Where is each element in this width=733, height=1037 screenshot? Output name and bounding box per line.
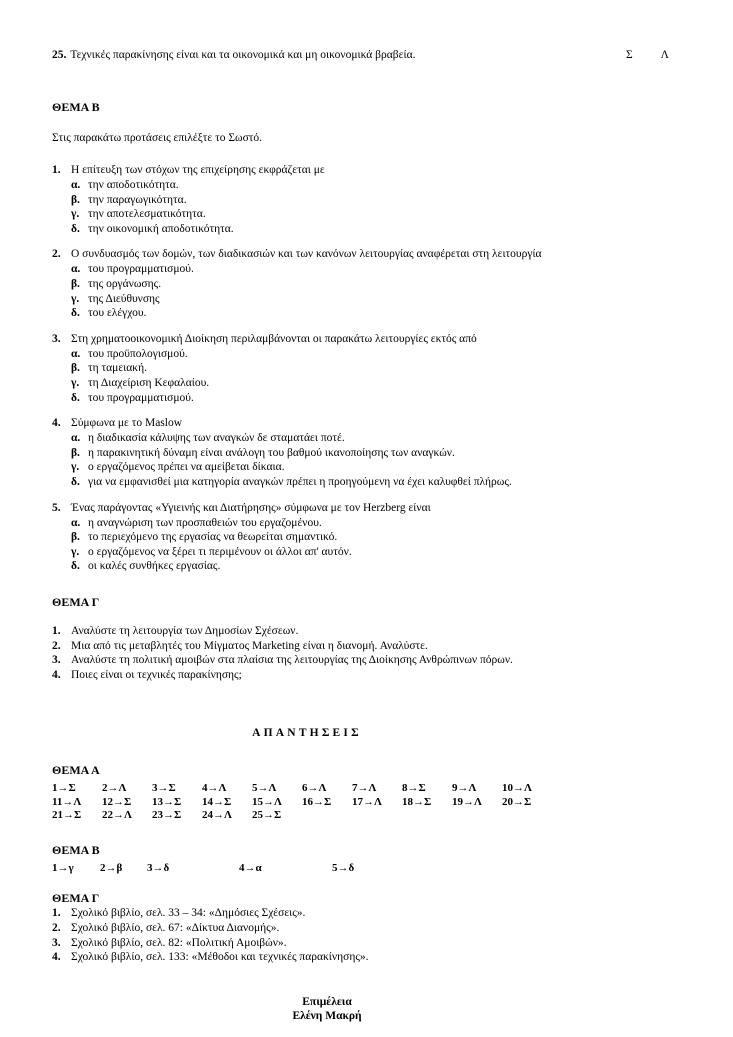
- spacer: [52, 713, 682, 727]
- statement-25: [52, 48, 682, 62]
- spacer: [52, 739, 682, 763]
- mc-question: [52, 332, 682, 405]
- item-text: Αναλύστε τη πολιτική αμοιβών στα πλαίσια της λειτουργίας της Διοίκησης Ανθρώπινων πόρων.: [71, 654, 513, 667]
- answer-cell: 19→Λ: [452, 795, 482, 808]
- mc-choice-letter: δ.: [71, 475, 80, 488]
- mc-choice-letter: δ.: [71, 307, 80, 320]
- mc-number: 5.: [52, 501, 61, 514]
- mc-choice-text: για να εμφανισθεί μια κατηγορία αναγκών πρέπει η προηγούμενη να έχει καλυφθεί πλήρως.: [88, 475, 512, 488]
- answers-grid-thema-a: [52, 782, 682, 823]
- mc-choice-letter: α.: [71, 179, 81, 191]
- mc-choice[interactable]: [52, 530, 682, 545]
- list-item: [52, 624, 682, 639]
- answer-cell: 25→Σ: [252, 809, 282, 822]
- mc-choice[interactable]: [52, 347, 682, 362]
- answer-cell: 23→Σ: [152, 809, 182, 822]
- mc-choice-letter: α.: [71, 432, 81, 445]
- answer-cell: 14→Σ: [202, 795, 232, 808]
- document-content: [52, 48, 682, 1023]
- list-item: [52, 653, 682, 668]
- answer-cell: 8→Σ: [402, 782, 426, 795]
- mc-choice-text: ο εργαζόμενος να ξέρει τι περιμένουν οι άλλοι απ' αυτόν.: [88, 545, 352, 558]
- mc-number: 2.: [52, 248, 61, 261]
- answer-cell: 10→Λ: [502, 782, 532, 795]
- mc-choice-letter: β.: [71, 531, 80, 544]
- mc-choices: [52, 431, 682, 489]
- mc-choice[interactable]: [52, 306, 682, 321]
- mc-choice-letter: γ.: [71, 461, 80, 474]
- signature-name: Ελένη Μακρή: [292, 1010, 362, 1023]
- mc-choice[interactable]: [52, 222, 682, 237]
- answer-cell: 1→γ: [52, 861, 74, 874]
- item-number: 1.: [52, 907, 61, 920]
- mc-choices: [52, 516, 682, 574]
- answers-heading-thema-b: ΘΕΜΑ Β: [52, 842, 100, 857]
- list-item: [52, 950, 682, 965]
- answer-cell: 17→Λ: [352, 795, 382, 808]
- mc-choice-text: του προγραμματισμού.: [88, 391, 194, 404]
- answer-cell: 4→Λ: [202, 782, 227, 795]
- answer-cell: 12→Σ: [102, 795, 132, 808]
- mc-question: [52, 163, 682, 236]
- mc-question: [52, 501, 682, 574]
- mc-choice-letter: β.: [71, 446, 80, 459]
- mc-choices: [52, 262, 682, 320]
- mc-stem: [52, 416, 682, 431]
- statement-25-marks: [626, 48, 682, 62]
- mc-choice[interactable]: [52, 391, 682, 406]
- answer-cell: 11→Λ: [52, 795, 82, 808]
- mc-choice[interactable]: [52, 178, 682, 193]
- answer-cell: 5→δ: [332, 861, 355, 874]
- mc-stem-text: Στη χρηματοοικονομική Διοίκηση περιλαμβάνονται οι παρακάτω λειτουργίες εκτός από: [71, 332, 477, 345]
- spacer: [52, 683, 682, 713]
- mc-choice[interactable]: [52, 376, 682, 391]
- mc-choice[interactable]: [52, 292, 682, 307]
- mc-stem: [52, 332, 682, 347]
- mc-number: 1.: [52, 164, 61, 176]
- statement-25-text: Τεχνικές παρακίνησης είναι και τα οικονομικά και μη οικονομικά βραβεία.: [70, 49, 416, 61]
- spacer: [52, 115, 682, 131]
- list-item: [52, 921, 682, 936]
- spacer: [52, 585, 682, 595]
- thema-b-instruction: Στις παρακάτω προτάσεις επιλέξτε το Σωστό.: [52, 132, 263, 144]
- mc-choice-text: της οργάνωσης.: [88, 277, 162, 290]
- answer-cell: 15→Λ: [252, 795, 282, 808]
- mc-stem: [52, 163, 682, 178]
- mc-choice[interactable]: [52, 446, 682, 461]
- mc-choice-text: την αποτελεσματικότητα.: [88, 208, 206, 221]
- mc-choice-letter: β.: [71, 277, 80, 290]
- mc-question: [52, 416, 682, 489]
- mc-choice[interactable]: [52, 475, 682, 490]
- item-number: 1.: [52, 624, 61, 637]
- mc-choice[interactable]: [52, 262, 682, 277]
- answers-title: ΑΠΑΝΤΗΣΕΙΣ: [252, 727, 362, 740]
- mc-choice[interactable]: [52, 361, 682, 376]
- answer-cell: 5→Λ: [252, 782, 277, 795]
- mc-choice-text: η αναγνώριση των προσπαθειών του εργαζομένου.: [88, 516, 322, 529]
- statement-25-number: 25.: [52, 49, 67, 61]
- mc-choice-text: του προγραμματισμού.: [88, 263, 194, 276]
- item-text: Σχολικό βιβλίο, σελ. 82: «Πολιτική Αμοιβών».: [71, 936, 287, 949]
- mc-choice-text: την αποδοτικότητα.: [88, 179, 179, 191]
- answer-cell: 9→Λ: [452, 782, 477, 795]
- spacer: [52, 875, 682, 891]
- mc-choice-text: οι καλές συνθήκες εργασίας.: [88, 560, 221, 573]
- mc-choice-letter: δ.: [71, 391, 80, 404]
- list-item: [52, 639, 682, 654]
- spacer: [52, 965, 682, 995]
- answer-cell: 22→Λ: [102, 809, 132, 822]
- mc-stem-text: Ένας παράγοντας «Υγιεινής και Διατήρησης» σύμφωνα με τον Herzberg είναι: [71, 501, 431, 514]
- mc-choice-letter: γ.: [71, 292, 80, 305]
- mc-choice[interactable]: [52, 193, 682, 208]
- item-number: 2.: [52, 921, 61, 934]
- mc-stem: [52, 247, 682, 262]
- answer-cell: 20→Σ: [502, 795, 532, 808]
- mc-choice-text: του ελέγχου.: [88, 307, 147, 320]
- mc-choice-text: της Διεύθυνσης: [88, 292, 160, 305]
- mc-choice[interactable]: [52, 516, 682, 531]
- mc-choice[interactable]: [52, 559, 682, 574]
- mc-choice-text: ο εργαζόμενος πρέπει να αμείβεται δίκαια.: [88, 461, 285, 474]
- mc-choice-letter: δ.: [71, 222, 80, 235]
- mc-choice-letter: β.: [71, 362, 80, 375]
- mc-choice[interactable]: [52, 431, 682, 446]
- mc-choice-letter: γ.: [71, 545, 80, 558]
- section-heading-thema-b: ΘΕΜΑ Β: [52, 100, 100, 114]
- answer-cell: 6→Λ: [302, 782, 327, 795]
- answer-cell: 24→Λ: [202, 809, 232, 822]
- answers-grid-thema-b: [52, 862, 682, 876]
- mc-stem-text: Σύμφωνα με το Maslow: [71, 417, 183, 430]
- answer-cell: 4→α: [239, 861, 262, 874]
- answer-cell: 3→δ: [147, 861, 170, 874]
- mc-choice-text: η διαδικασία κάλυψης των αναγκών δε σταματάει ποτέ.: [88, 432, 345, 445]
- signature-block: [52, 995, 682, 1023]
- mc-choice[interactable]: [52, 277, 682, 292]
- answer-cell: 3→Σ: [152, 782, 176, 795]
- mc-choice-letter: γ.: [71, 376, 80, 389]
- mc-choices: [52, 178, 682, 236]
- item-text: Αναλύστε τη λειτουργία των Δημοσίων Σχέσεων.: [71, 624, 299, 637]
- mc-choice-text: την παραγωγικότητα.: [88, 193, 187, 206]
- mc-choice-letter: α.: [71, 347, 81, 360]
- mc-choice-letter: γ.: [71, 208, 80, 221]
- answer-cell: 1→Σ: [52, 782, 76, 795]
- answers-heading-thema-a: ΘΕΜΑ Α: [52, 763, 100, 778]
- mc-choice-text: το περιεχόμενο της εργασίας να θεωρείται σημαντικό.: [88, 531, 338, 544]
- list-item: [52, 906, 682, 921]
- mc-choice-letter: α.: [71, 263, 81, 276]
- item-number: 4.: [52, 951, 61, 964]
- spacer: [52, 145, 682, 163]
- answers-list-thema-g: [52, 906, 682, 965]
- list-item: [52, 668, 682, 683]
- answer-cell: 2→β: [100, 861, 123, 874]
- mc-question: [52, 247, 682, 320]
- mc-choice[interactable]: [52, 207, 682, 222]
- mc-choices: [52, 347, 682, 405]
- answer-cell: 7→Λ: [352, 782, 377, 795]
- item-number: 3.: [52, 654, 61, 667]
- answer-cell: 2→Λ: [102, 782, 127, 795]
- item-text: Σχολικό βιβλίο, σελ. 67: «Δίκτυα Διανομής».: [71, 921, 280, 934]
- item-text: Σχολικό βιβλίο, σελ. 133: «Μέθοδοι και τεχνικές παρακίνησης».: [71, 951, 369, 964]
- mark-false[interactable]: Λ: [660, 49, 669, 61]
- item-text: Σχολικό βιβλίο, σελ. 33 – 34: «Δημόσιες Σχέσεις».: [71, 907, 306, 920]
- item-text: Ποιες είναι οι τεχνικές παρακίνησης;: [71, 669, 242, 682]
- mark-true[interactable]: Σ: [625, 49, 633, 61]
- item-number: 2.: [52, 639, 61, 652]
- mc-choice[interactable]: [52, 460, 682, 475]
- mc-choice-letter: β.: [71, 193, 80, 206]
- list-item: [52, 936, 682, 951]
- answer-cell: 18→Σ: [402, 795, 432, 808]
- answer-cell: 21→Σ: [52, 809, 82, 822]
- section-heading-thema-g: ΘΕΜΑ Γ: [52, 594, 100, 609]
- mc-choice-letter: δ.: [71, 560, 80, 573]
- spacer: [52, 610, 682, 624]
- answers-heading-thema-g: ΘΕΜΑ Γ: [52, 891, 100, 906]
- answer-cell: 16→Σ: [302, 795, 332, 808]
- mc-choice-text: τη Διαχείριση Κεφαλαίου.: [88, 376, 210, 389]
- mc-number: 4.: [52, 417, 61, 430]
- mc-choice-text: του προϋπολογισμού.: [88, 347, 188, 360]
- thema-g-question-list: [52, 624, 682, 683]
- mc-choice[interactable]: [52, 545, 682, 560]
- mc-stem-text: Η επίτευξη των στόχων της επιχείρησης εκφράζεται με: [71, 164, 325, 176]
- spacer: [52, 823, 682, 843]
- signature-role: Επιμέλεια: [302, 996, 352, 1009]
- mc-stem-text: Ο συνδυασμός των δομών, των διαδικασιών και των κανόνων λειτουργίας αναφέρεται στη λειτουργία: [71, 248, 542, 261]
- mc-stem: [52, 501, 682, 516]
- mc-number: 3.: [52, 332, 61, 345]
- mc-choice-text: η παρακινητική δύναμη είναι ανάλογη του βαθμού ικανοποίησης των αναγκών.: [88, 446, 455, 459]
- answer-cell: 13→Σ: [152, 795, 182, 808]
- mc-choice-letter: α.: [71, 516, 81, 529]
- mc-choice-text: τη ταμειακή.: [88, 362, 147, 375]
- item-number: 4.: [52, 669, 61, 682]
- item-text: Μια από τις μεταβλητές του Μίγματος Marketing είναι η διανομή. Αναλύστε.: [71, 639, 428, 652]
- spacer: [52, 62, 682, 100]
- mc-choice-text: την οικονομική αποδοτικότητα.: [88, 222, 234, 235]
- item-number: 3.: [52, 936, 61, 949]
